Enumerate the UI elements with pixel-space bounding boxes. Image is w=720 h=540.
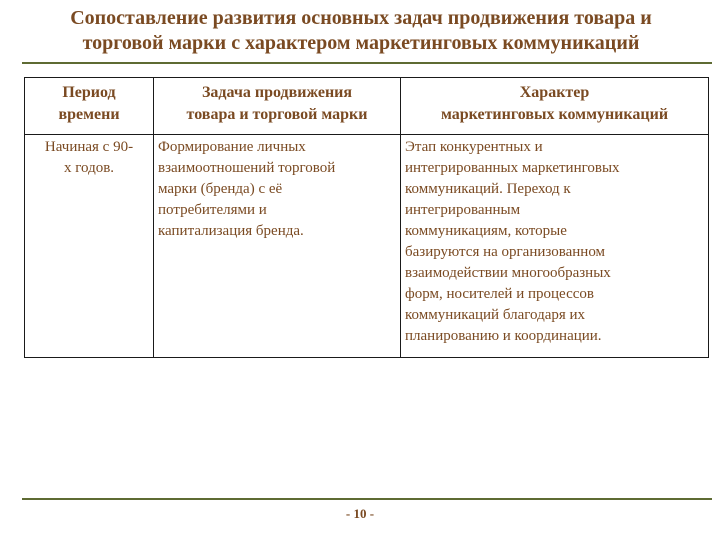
page-number: - 10 - <box>345 506 375 521</box>
cell-period-line: х годов. <box>63 160 115 176</box>
page-title-line-2: торговой марки с характером маркетинговых коммуникаций <box>82 32 640 54</box>
header-task <box>154 78 401 135</box>
table-row <box>25 135 709 358</box>
table-header-row <box>25 78 709 135</box>
header-task-line-2: товара и торговой марки <box>186 106 368 123</box>
cell-task-line: капитализация бренда. <box>158 223 304 239</box>
header-period <box>25 78 154 135</box>
cell-task-line: марки (бренда) с её <box>158 181 283 197</box>
cell-period <box>25 135 154 358</box>
cell-character-line: интегрированных маркетинговых <box>405 160 620 176</box>
header-task-line-1: Задача продвижения <box>201 84 353 101</box>
cell-character-line: коммуникаций благодаря их <box>405 307 586 323</box>
cell-task-line: взаимоотношений торговой <box>158 160 336 176</box>
footer-divider <box>22 498 712 500</box>
title-divider <box>22 62 712 64</box>
header-period-line-1: Период <box>62 84 116 101</box>
header-character-line-1: Характер <box>519 84 590 101</box>
cell-character-line: планированию и координации. <box>405 328 602 344</box>
cell-task-line: потребителями и <box>158 202 267 218</box>
cell-character-line: базируются на организованном <box>405 244 606 260</box>
header-period-line-2: времени <box>58 106 120 123</box>
cell-character-line: коммуникаций. Переход к <box>405 181 571 197</box>
page-title <box>8 6 714 56</box>
cell-character-line: Этап конкурентных и <box>405 139 543 155</box>
cell-period-line: Начиная с 90- <box>44 139 134 155</box>
header-character-line-2: маркетинговых коммуникаций <box>440 106 669 123</box>
cell-character <box>401 135 709 358</box>
header-character <box>401 78 709 135</box>
cell-character-line: коммуникациям, которые <box>405 223 567 239</box>
cell-character-line: интегрированным <box>405 202 521 218</box>
cell-character-line: взаимодействии многообразных <box>405 265 611 281</box>
cell-task-line: Формирование личных <box>158 139 306 155</box>
page-title-line-1: Сопоставление развития основных задач продвижения товара и <box>70 7 652 29</box>
cell-task <box>154 135 401 358</box>
comparison-table <box>24 77 709 358</box>
cell-character-line: форм, носителей и процессов <box>405 286 594 302</box>
